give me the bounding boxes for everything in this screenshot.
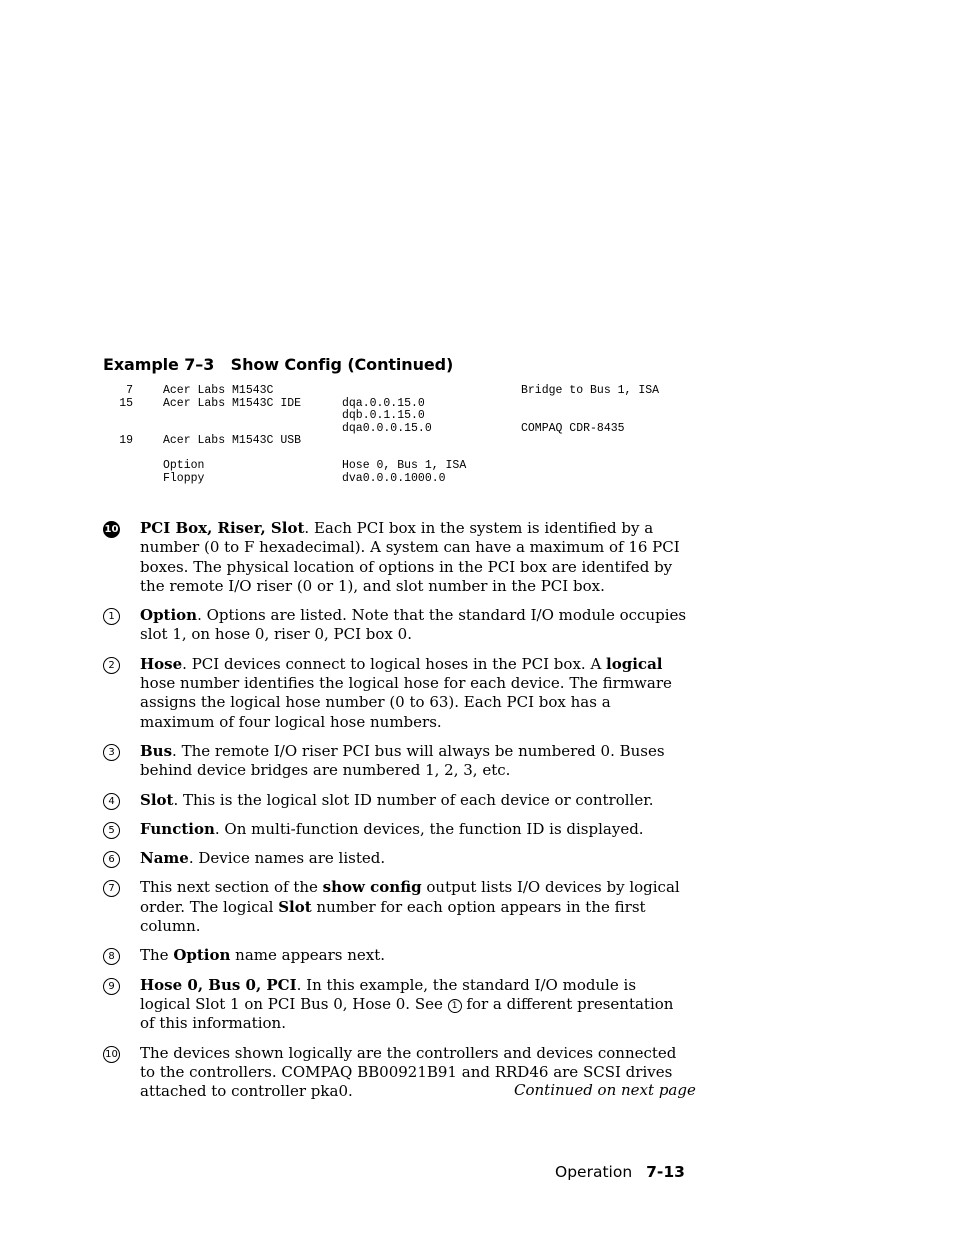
callout-term: Hose 0, Bus 0, PCI [140,975,297,994]
callout-text: . PCI devices connect to logical hoses in the PCI box. A [182,654,607,673]
code-option: Floppy [163,471,205,485]
example-caption: Show Config (Continued) [230,355,454,374]
callout-item [103,820,688,839]
page-footer [555,1163,685,1181]
callout-number-2: 2 [103,657,120,674]
callout-number-1: 1 [103,608,120,625]
callout-number-8: 8 [103,948,120,965]
example-number: Example 7–3 [103,355,215,374]
callout-number-6: 6 [103,851,120,868]
callout-term: Hose [140,654,183,673]
code-option: Acer Labs M1543C USB [163,434,302,447]
code-hose: Hose 0, Bus 1, ISA [342,459,467,472]
callout-text: hose number identifies the logical hose for each device. The firmware assigns the logical hose number (0 to 63). Each PCI box has a maximum of four logical hose numbers. [140,674,672,731]
callout-bold: Slot [278,897,312,916]
code-option: Acer Labs M1543C [163,384,274,397]
callout-text: output lists I/O devices by logical order. The logical [140,878,680,916]
code-slot: 19 [119,434,133,447]
code-slot: 15 [119,396,133,410]
callout-term: Name [140,849,189,868]
callout-text: . Device names are listed. [188,849,386,868]
callout-text: number for each option appears in the first column. [140,897,646,936]
callout-term: PCI Box, Riser, Slot [140,519,305,537]
callout-text: . This is the logical slot ID number of each device or controller. [173,790,654,809]
callout-term: Slot [140,790,174,809]
callout-item [103,976,688,1034]
code-hose: dqa0.0.0.15.0 [342,421,432,435]
callout-number-5: 5 [103,822,120,839]
callout-text: . The remote I/O riser PCI bus will always be numbered 0. Buses behind device bridges are numbered 1, 2, 3, etc. [140,741,665,780]
callout-text: for a different presentation of this information. [140,994,674,1033]
footer-section: Operation [555,1163,633,1181]
callout-number-4: 4 [103,793,120,810]
callout-text: The [140,946,174,965]
callout-item [103,946,688,965]
continued-note: Continued on next page [514,1081,696,1099]
callout-item [103,655,688,732]
callout-item [103,849,688,868]
callout-text: . In this example, the standard I/O module is logical Slot 1 on PCI Bus 0, Hose 0. See [140,975,637,1013]
callout-item [103,878,688,936]
code-slot: 7 [126,384,133,397]
callout-item [103,791,688,810]
callout-bold: show config [322,878,422,897]
callout-text: name appears next. [230,946,386,965]
callout-text: . On multi-function devices, the function ID is displayed. [214,819,644,838]
example-title [103,355,453,374]
code-description: COMPAQ CDR-8435 [521,421,625,435]
callout-reference-1: 1 [448,999,462,1013]
callout-bold: logical [606,654,663,673]
code-hose: dqa.0.0.15.0 [342,396,425,410]
callout-text: . Each PCI box in the system is identified by a number (0 to F hexadecimal). A system can have a maximum of 16 PCI boxes. The physical location of options in the PCI box are identifed by the remote I/O riser (0 or 1), and slot number in the PCI box. [140,519,680,595]
code-option: Acer Labs M1543C IDE [163,396,302,410]
callout-number-3: 3 [103,744,120,761]
callout-text: This next section of the [140,878,323,897]
code-hose: dqb.0.1.15.0 [342,409,425,422]
code-hose: dva0.0.0.1000.0 [342,471,446,485]
callout-text: . Options are listed. Note that the standard I/O module occupies slot 1, on hose 0, riser 0, PCI box 0. [140,606,687,644]
callout-item [103,606,688,645]
callout-number-10: 10 [103,1046,120,1063]
callout-term: Option [140,606,198,625]
callout-term: Function [140,819,215,838]
callout-text: The devices shown logically are the controllers and devices connected to the controllers. COMPAQ BB00921B91 and RRD46 are SCSI drives attached to controller pka0. [140,1043,677,1101]
callout-number-7: 7 [103,880,120,897]
code-option: Option [163,459,205,472]
page-number: 7-13 [646,1163,685,1181]
callout-item [103,519,688,596]
callout-term: Bus [140,741,173,760]
callout-bold: Option [173,946,231,965]
callout-number-10-filled: 10 [103,521,120,538]
code-description: Bridge to Bus 1, ISA [521,384,660,397]
callout-list [103,519,688,1111]
callout-item [103,742,688,781]
callout-number-9: 9 [103,978,120,995]
